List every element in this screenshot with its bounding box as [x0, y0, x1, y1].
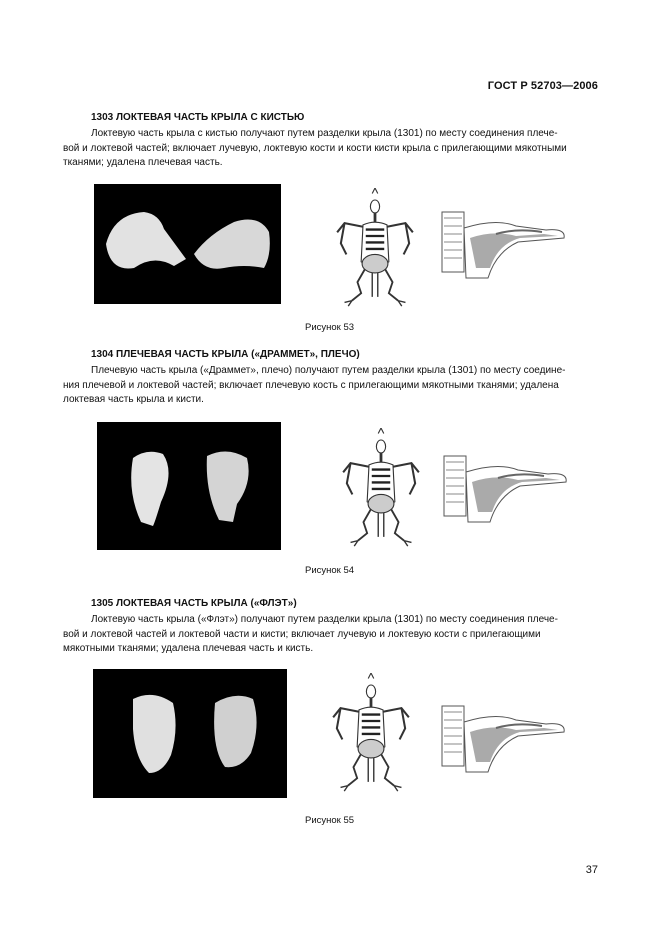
photo-flat	[93, 669, 287, 798]
section-title-1304: 1304 ПЛЕЧЕВАЯ ЧАСТЬ КРЫЛА («ДРАММЕТ», ПЛЕЧО)	[91, 349, 360, 360]
figure-caption-54: Рисунок 54	[305, 565, 355, 576]
text-line: тканями; удалена плечевая часть.	[63, 157, 223, 168]
section-title-1305: 1305 ЛОКТЕВАЯ ЧАСТЬ КРЫЛА («ФЛЭТ»)	[91, 598, 297, 609]
figure-caption-55: Рисунок 55	[305, 815, 355, 826]
skeleton-diagram	[326, 673, 416, 793]
text-line: Локтевую часть крыла с кистью получают путем разделки крыла (1301) по месту соединения плече-	[91, 128, 558, 139]
photo-drumette	[97, 422, 281, 550]
skeleton-diagram	[330, 188, 420, 308]
text-line: мякотными тканями; удалена плечевая часть и кисть.	[63, 643, 314, 654]
text-line: Плечевую часть крыла («Драммет», плечо) получают путем разделки крыла (1301) по месту соедине-	[91, 365, 566, 376]
section-text-1305	[63, 613, 599, 657]
standard-header: ГОСТ Р 52703—2006	[487, 80, 598, 92]
figure-caption-53: Рисунок 53	[305, 322, 355, 333]
text-line: вой и локтевой частей; включает лучевую, локтевую кости и кости кисти крыла с прилегающими мякотными	[63, 142, 567, 154]
section-text-1303	[63, 127, 599, 171]
text-line: ния плечевой и локтевой частей; включает плечевую кость с прилегающими мякотными тканями; удалена	[63, 379, 559, 391]
page-number: 37	[585, 864, 598, 876]
wing-cut-diagram	[436, 702, 566, 782]
text-line: локтевая часть крыла и кисти.	[63, 394, 204, 405]
wing-cut-diagram	[438, 452, 568, 532]
skeleton-diagram	[336, 428, 426, 548]
photo-wing-with-hand	[94, 184, 281, 304]
text-line: вой и локтевой частей и локтевой части и кисти; включает лучевую и локтевую кости с прилегающими	[63, 628, 541, 640]
text-line: Локтевую часть крыла («Флэт») получают путем разделки крыла (1301) по месту соединения плече-	[91, 614, 558, 625]
section-title-1303: 1303 ЛОКТЕВАЯ ЧАСТЬ КРЫЛА С КИСТЬЮ	[91, 112, 305, 123]
wing-cut-diagram	[436, 208, 566, 288]
section-text-1304	[63, 364, 599, 408]
